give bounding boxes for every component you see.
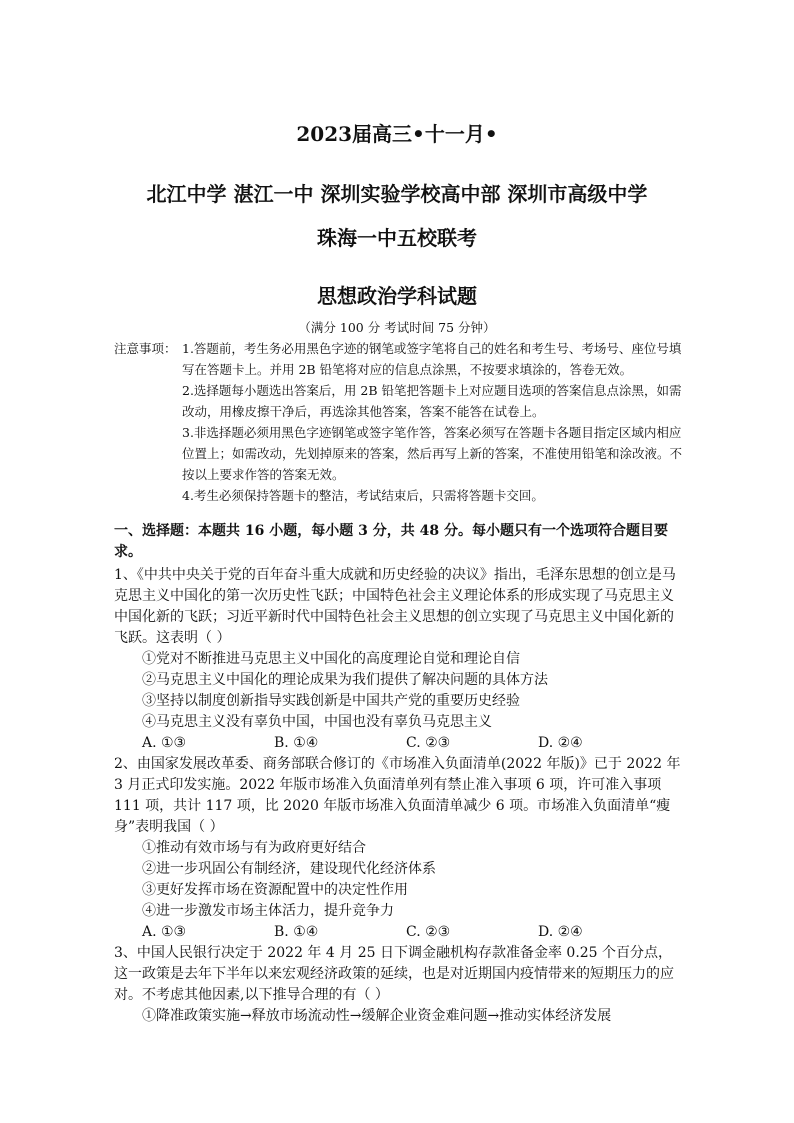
choice-d: D. ②④ bbox=[538, 735, 583, 751]
question-option: ②马克思主义中国化的理论成果为我们提供了解决问题的具体方法 bbox=[142, 672, 548, 688]
choice-a: A. ①③ bbox=[142, 735, 187, 751]
question-option: ②进一步巩固公有制经济，建设现代化经济体系 bbox=[142, 861, 436, 877]
score-time: （满分 100 分 考试时间 75 分钟） bbox=[298, 320, 496, 335]
section-heading: 一、选择题：本题共 16 小题，每小题 3 分，共 48 分。每小题只有一个选项符合题目要求。 bbox=[114, 523, 668, 560]
choice-c: C. ②③ bbox=[406, 735, 451, 751]
question-stem: 3、中国人民银行决定于 2022 年 4 月 25 日下调金融机构存款准备金率 0.25 个百分点，这一政策是去年下半年以来宏观经济政策的延续，也是对近期国内疫情带来的短期压力的应对。不考虑其他因素,以下推导合理的有（ ） bbox=[114, 945, 674, 1003]
question-stem: 2、由国家发展改革委、商务部联合修订的《市场准入负面清单(2022 年版)》已于 2022 年 3 月正式印发实施。2022 年版市场准入负面清单列有禁止准入事项 6 项，许可准入事项 111 项，共计 117 项，比 2020 年版市场准入负面清单减少 6 项。市场准入负面清单“瘦身”表明我国（ ） bbox=[114, 756, 681, 835]
notes-block bbox=[114, 338, 686, 506]
notes-heading: 注意事项： bbox=[114, 341, 177, 356]
note-item: 4.考生必须保持答题卡的整洁，考试结束后，只需将答题卡交回。 bbox=[182, 488, 544, 503]
exam-year-title: 2023届高三•十一月• bbox=[296, 122, 498, 146]
note-item: 1.答题前，考生务必用黑色字迹的钢笔或签字笔将自己的姓名和考生号、考场号、座位号填写在答题卡上。并用 2B 铅笔将对应的信息点涂黑，不按要求填涂的，答卷无效。 bbox=[182, 341, 682, 377]
question-option: ④马克思主义没有辜负中国，中国也没有辜负马克思主义 bbox=[142, 714, 492, 730]
question-option: ①党对不断推进马克思主义中国化的高度理论自觉和理论自信 bbox=[142, 651, 520, 667]
choice-b: B. ①④ bbox=[274, 924, 319, 940]
choice-b: B. ①④ bbox=[274, 735, 319, 751]
question-option: ③坚持以制度创新指导实践创新是中国共产党的重要历史经验 bbox=[142, 693, 520, 709]
note-item: 3.非选择题必须用黑色字迹钢笔或签字笔作答，答案必须写在答题卡各题目指定区域内相应位置上；如需改动，先划掉原来的答案，然后再写上新的答案，不准使用铅笔和涂改液。不按以上要求作答的答案无效。 bbox=[182, 425, 683, 482]
question-option: ④进一步激发市场主体活力，提升竞争力 bbox=[142, 903, 394, 919]
questions bbox=[114, 565, 686, 1027]
answer-choices bbox=[114, 733, 686, 754]
answer-choices bbox=[114, 922, 686, 943]
choice-d: D. ②④ bbox=[538, 924, 583, 940]
school-list: 北江中学 湛江一中 深圳实验学校高中部 深圳市高级中学 bbox=[146, 182, 648, 206]
note-item: 2.选择题每小题选出答案后，用 2B 铅笔把答题卡上对应题目选项的答案信息点涂黑，如需改动，用橡皮擦干净后，再选涂其他答案，答案不能答在试卷上。 bbox=[182, 383, 682, 419]
question-option: ③更好发挥市场在资源配置中的决定性作用 bbox=[142, 882, 408, 898]
question-option: ①推动有效市场与有为政府更好结合 bbox=[142, 840, 366, 856]
joint-exam-title: 珠海一中五校联考 bbox=[317, 226, 477, 250]
question-stem: 1、《中共中央关于党的百年奋斗重大成就和历史经验的决议》指出，毛泽东思想的创立是马克思主义中国化的第一次历史性飞跃；中国特色社会主义理论体系的形成实现了马克思主义中国化新的飞跃；习近平新时代中国特色社会主义思想的创立实现了马克思主义中国化新的飞跃。这表明（ ） bbox=[114, 567, 676, 646]
subject-title: 思想政治学科试题 bbox=[317, 284, 477, 308]
choice-c: C. ②③ bbox=[406, 924, 451, 940]
question-option: ①降准政策实施→释放市场流动性→缓解企业资金难问题→推动实体经济发展 bbox=[142, 1008, 612, 1024]
choice-a: A. ①③ bbox=[142, 924, 187, 940]
